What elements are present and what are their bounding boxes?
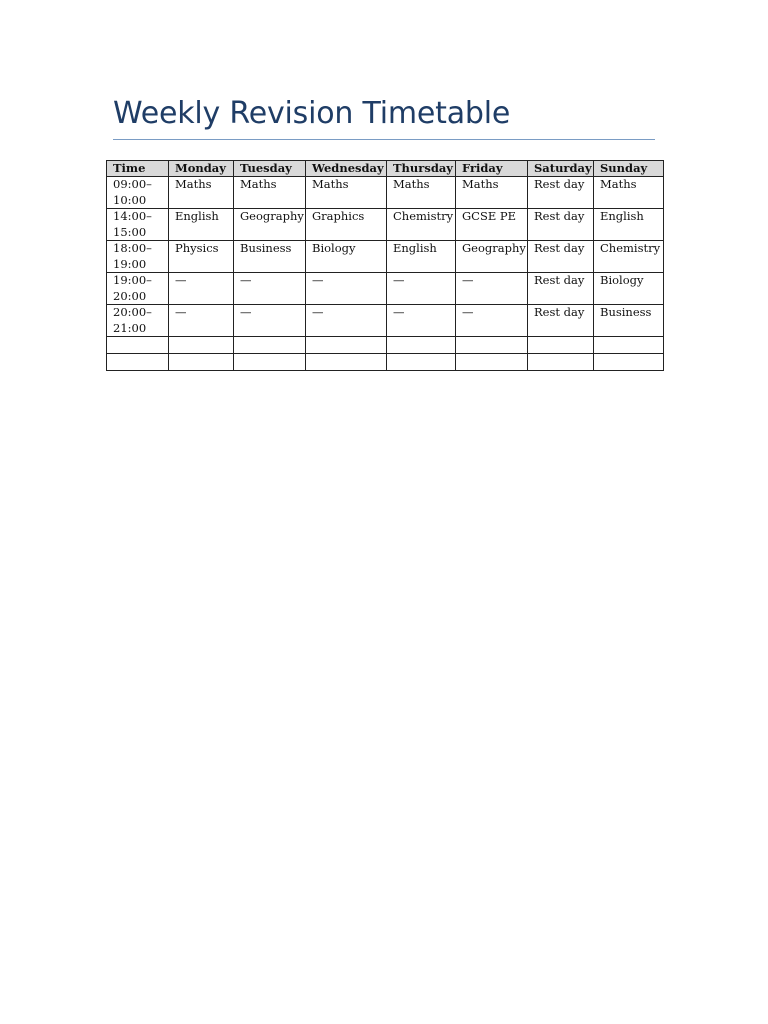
subject-cell: English: [594, 209, 664, 241]
subject-cell: Business: [234, 241, 306, 273]
header-saturday: Saturday: [528, 161, 594, 177]
subject-cell: English: [387, 241, 456, 273]
subject-cell: —: [306, 273, 387, 305]
empty-table-row: [107, 337, 664, 354]
subject-cell: —: [387, 273, 456, 305]
subject-cell: Biology: [594, 273, 664, 305]
document-title: Weekly Revision Timetable: [113, 96, 511, 131]
subject-cell: English: [169, 209, 234, 241]
empty-cell: [234, 337, 306, 354]
subject-cell: Maths: [387, 177, 456, 209]
table-header-row: [107, 161, 664, 177]
subject-cell: —: [169, 305, 234, 337]
subject-cell: —: [234, 305, 306, 337]
empty-cell: [528, 354, 594, 371]
table-row: [107, 305, 664, 337]
subject-cell: —: [456, 305, 528, 337]
header-monday: Monday: [169, 161, 234, 177]
subject-cell: Maths: [594, 177, 664, 209]
revision-timetable: [106, 160, 664, 371]
empty-cell: [169, 354, 234, 371]
subject-cell: Physics: [169, 241, 234, 273]
header-time: Time: [107, 161, 169, 177]
subject-cell: —: [456, 273, 528, 305]
empty-cell: [306, 354, 387, 371]
empty-cell: [107, 337, 169, 354]
subject-cell: Maths: [456, 177, 528, 209]
empty-cell: [169, 337, 234, 354]
subject-cell: Geography: [234, 209, 306, 241]
empty-cell: [594, 337, 664, 354]
subject-cell: —: [169, 273, 234, 305]
table-row: [107, 241, 664, 273]
subject-cell: —: [387, 305, 456, 337]
subject-cell: Maths: [234, 177, 306, 209]
empty-table-row: [107, 354, 664, 371]
empty-cell: [456, 337, 528, 354]
header-tuesday: Tuesday: [234, 161, 306, 177]
subject-cell: Business: [594, 305, 664, 337]
subject-cell: Rest day: [528, 305, 594, 337]
title-underline: [113, 139, 655, 140]
subject-cell: Rest day: [528, 209, 594, 241]
empty-cell: [306, 337, 387, 354]
subject-cell: Chemistry: [594, 241, 664, 273]
table-row: [107, 273, 664, 305]
header-sunday: Sunday: [594, 161, 664, 177]
subject-cell: GCSE PE: [456, 209, 528, 241]
empty-cell: [234, 354, 306, 371]
subject-cell: —: [306, 305, 387, 337]
subject-cell: Rest day: [528, 273, 594, 305]
subject-cell: Biology: [306, 241, 387, 273]
subject-cell: —: [234, 273, 306, 305]
subject-cell: Maths: [169, 177, 234, 209]
empty-cell: [387, 354, 456, 371]
subject-cell: Rest day: [528, 241, 594, 273]
time-cell: 09:00–10:00: [107, 177, 169, 209]
empty-cell: [387, 337, 456, 354]
table-row: [107, 209, 664, 241]
empty-cell: [456, 354, 528, 371]
subject-cell: Rest day: [528, 177, 594, 209]
time-cell: 14:00–15:00: [107, 209, 169, 241]
time-cell: 19:00–20:00: [107, 273, 169, 305]
empty-cell: [528, 337, 594, 354]
time-cell: 20:00–21:00: [107, 305, 169, 337]
time-cell: 18:00–19:00: [107, 241, 169, 273]
empty-cell: [107, 354, 169, 371]
header-friday: Friday: [456, 161, 528, 177]
subject-cell: Geography: [456, 241, 528, 273]
subject-cell: Chemistry: [387, 209, 456, 241]
subject-cell: Maths: [306, 177, 387, 209]
empty-cell: [594, 354, 664, 371]
subject-cell: Graphics: [306, 209, 387, 241]
table-row: [107, 177, 664, 209]
header-wednesday: Wednesday: [306, 161, 387, 177]
header-thursday: Thursday: [387, 161, 456, 177]
